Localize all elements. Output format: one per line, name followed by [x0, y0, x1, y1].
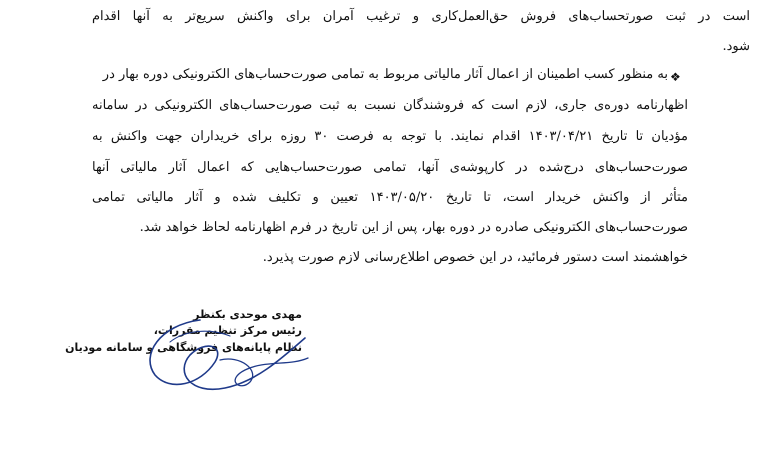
- paragraph2-line-1: به منظور کسب اطمینان از اعمال آثار مالیاتی مربوط به تمامی صورت‌حساب‌های الکترونیکی دوره بهار در: [102, 67, 668, 82]
- paragraph2-line-5: متأثر از واکنش خریدار است، تا تاریخ ۱۴۰۳/۰۵/۲۰ تعیین و تکلیف شده و آثار مالیاتی تمامی: [92, 190, 689, 205]
- handwritten-signature-icon: [130, 300, 320, 400]
- paragraph1-line-1: است در ثبت صورتحساب‌های فروش حق‌العمل‌کاری و ترغیب آمران برای واکنش سریع‌تر به آنها اقدام: [92, 9, 750, 24]
- diamond-bullet-icon: ❖: [670, 70, 681, 84]
- paragraph2-line-2: اظهارنامه دوره‌ی جاری، لازم است که فروشندگان نسبت به ثبت صورت‌حساب‌های الکترونیکی در سامانه: [92, 98, 688, 113]
- paragraph2-line-7: خواهشمند است دستور فرمائید، در این خصوص اطلاع‌رسانی لازم صورت پذیرد.: [262, 250, 688, 265]
- paragraph2-line-3: مؤدیان تا تاریخ ۱۴۰۳/۰۴/۲۱ اقدام نمایند. با توجه به فرصت ۳۰ روزه برای خریداران جهت واکنش به: [92, 129, 688, 144]
- paragraph1-line-2: شود.: [722, 39, 750, 54]
- paragraph2-line-4: صورت‌حساب‌های درج‌شده در کارپوشه‌ی آنها، تمامی صورت‌حساب‌هایی که اعمال آثار مالیاتی آنها: [92, 160, 688, 175]
- signatory-title-line-1: رئیس مرکز تنظیم مقررات،: [153, 324, 302, 337]
- paragraph2-line-6: صورت‌حساب‌های الکترونیکی صادره در دوره بهار، پس از این تاریخ در فرم اظهارنامه لحاظ خواهد شد.: [139, 220, 688, 235]
- signatory-title-line-2: نظام پایانه‌های فروشگاهی و سامانه مودیان: [65, 341, 302, 354]
- signatory-name: مهدی موحدی بکنظر: [193, 308, 302, 321]
